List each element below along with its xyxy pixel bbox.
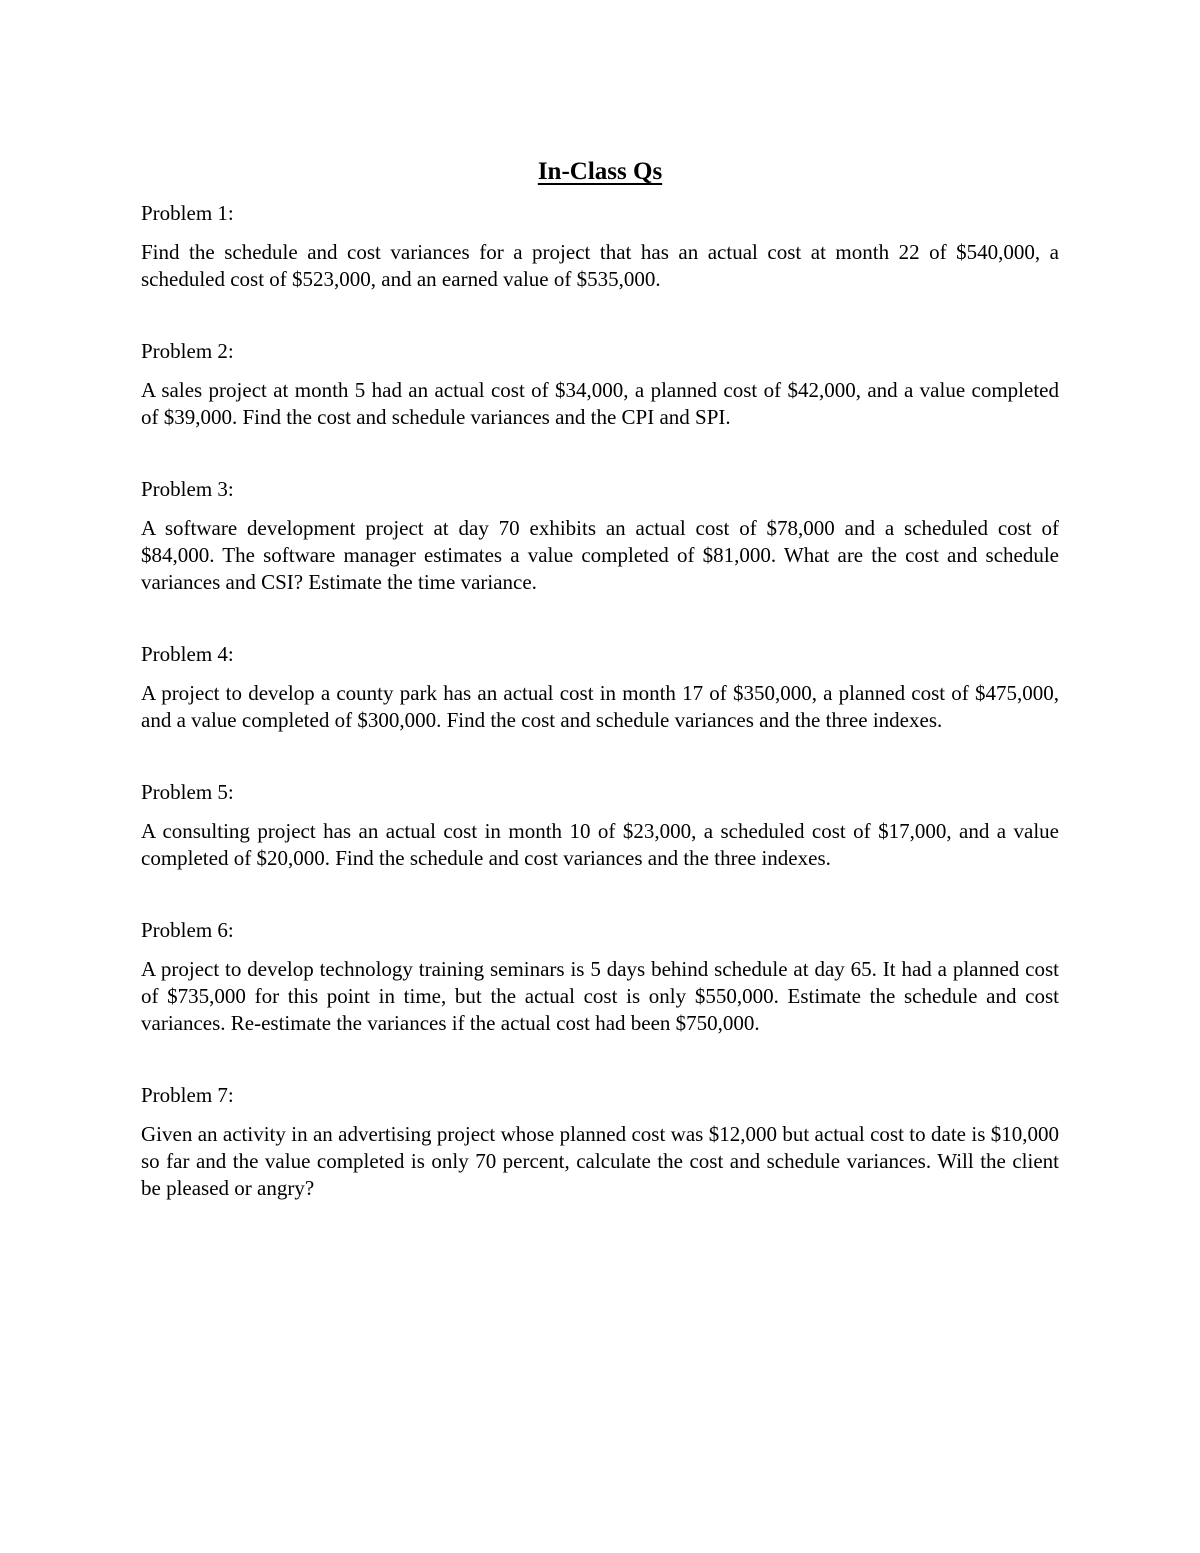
problem-text: A project to develop a county park has an actual cost in month 17 of $350,000, a planned cost of $475,000, and a value completed of $300,000. Find the cost and schedule variances and the three indexes. [141,681,1059,732]
problem-4 [141,641,1059,734]
problem-text: A software development project at day 70 exhibits an actual cost of $78,000 and a scheduled cost of $84,000. The software manager estimates a value completed of $81,000. What are the cost and schedule variances and CSI? Estimate the time variance. [141,516,1059,594]
spacer [141,293,1059,338]
problem-7 [141,1082,1059,1202]
problem-heading: Problem 6: [141,918,234,942]
problem-3 [141,476,1059,596]
problem-text: Find the schedule and cost variances for a project that has an actual cost at month 22 of $540,000, a scheduled cost of $523,000, and an earned value of $535,000. [141,240,1059,291]
problem-text: A sales project at month 5 had an actual cost of $34,000, a planned cost of $42,000, and a value completed of $39,000. Find the cost and schedule variances and the CPI and SPI. [141,378,1059,429]
problem-heading: Problem 2: [141,339,234,363]
document-title: In-Class Qs [537,158,663,185]
problem-heading: Problem 1: [141,201,234,225]
spacer [141,734,1059,779]
spacer [141,1037,1059,1082]
problem-list [141,196,1059,1202]
spacer [141,431,1059,476]
problem-text: A consulting project has an actual cost in month 10 of $23,000, a scheduled cost of $17,000, and a value completed of $20,000. Find the schedule and cost variances and the three indexes. [141,819,1059,870]
problem-heading: Problem 4: [141,642,234,666]
problem-6 [141,917,1059,1037]
problem-1 [141,200,1059,293]
problem-heading: Problem 7: [141,1083,234,1107]
problem-text: A project to develop technology training seminars is 5 days behind schedule at day 65. It had a planned cost of $735,000 for this point in time, but the actual cost is only $550,000. Estimate the schedule and cost variances. Re-estimate the variances if the actual cost had been $750,000. [141,957,1059,1035]
problem-heading: Problem 3: [141,477,234,501]
problem-2 [141,338,1059,431]
problem-text: Given an activity in an advertising project whose planned cost was $12,000 but actual cost to date is $10,000 so far and the value completed is only 70 percent, calculate the cost and schedule variances. Will the client be pleased or angry? [141,1122,1059,1200]
spacer [141,596,1059,641]
problem-5 [141,779,1059,872]
problem-heading: Problem 5: [141,780,234,804]
spacer [141,872,1059,917]
